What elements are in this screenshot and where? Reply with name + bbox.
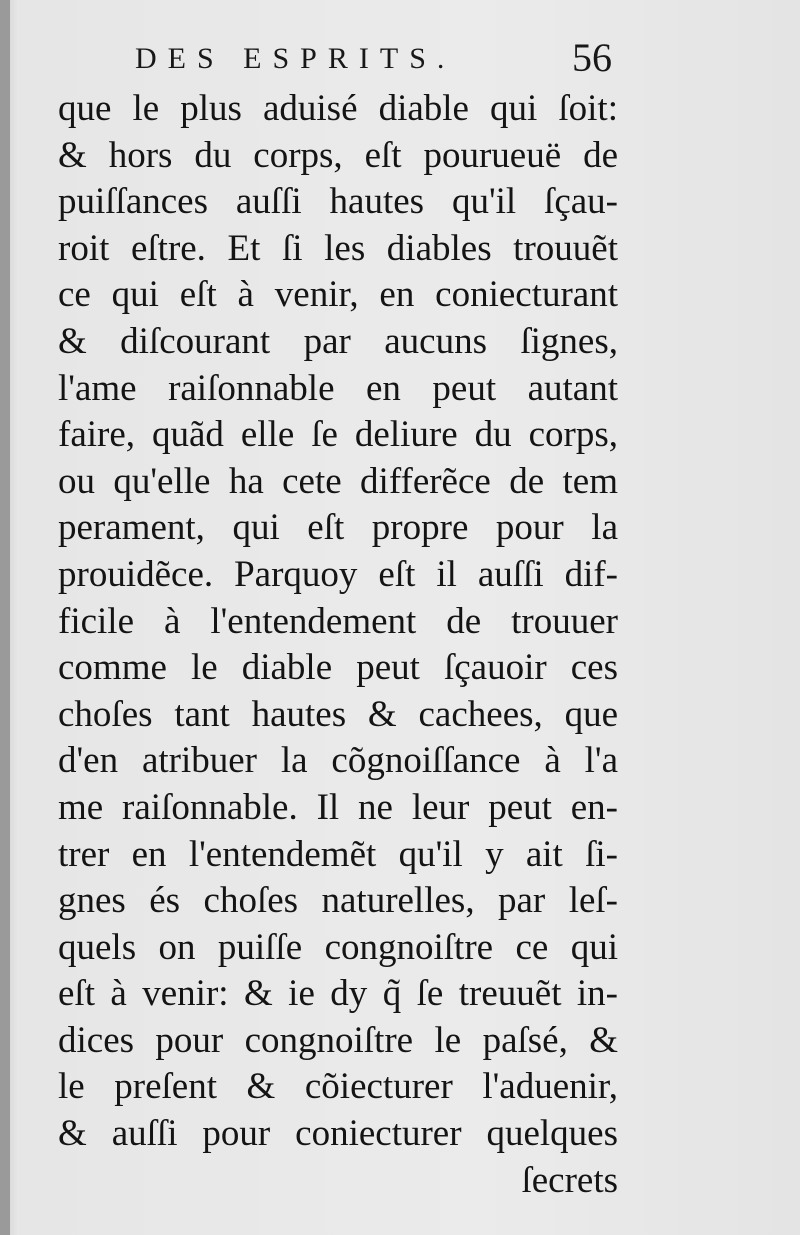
text-line: ou qu'elle ha cete differẽce de tem xyxy=(58,460,618,502)
text-line: puiſſances auſſi hautes qu'il ſçau- xyxy=(58,181,618,223)
text-line: faire, quãd elle ſe deliure du corps, xyxy=(58,414,618,456)
text-line: & diſcourant par aucuns ſignes, xyxy=(58,320,618,362)
running-head: DES ESPRITS. xyxy=(135,42,456,75)
text-line: trer en l'entendemẽt qu'il y ait ſi- xyxy=(58,833,618,875)
body-text xyxy=(58,86,618,1204)
catchword: ſecrets xyxy=(521,1159,618,1201)
text-line: gnes és choſes naturelles, par leſ- xyxy=(58,880,618,922)
page-header xyxy=(60,35,620,88)
text-line: dices pour congnoiſtre le paſsé, & xyxy=(58,1019,618,1061)
text-line: & auſſi pour coniecturer quelques xyxy=(58,1113,618,1155)
text-line: eſt à venir: & ie dy q̃ ſe treuuẽt in- xyxy=(58,973,618,1015)
text-line: l'ame raiſonnable en peut autant xyxy=(58,367,618,409)
text-line: perament, qui eſt propre pour la xyxy=(58,507,618,549)
text-line: prouidẽce. Parquoy eſt il auſſi dif- xyxy=(58,553,618,595)
text-line: ce qui eſt à venir, en coniecturant xyxy=(58,274,618,316)
text-line: que le plus aduisé diable qui ſoit: xyxy=(58,88,618,129)
text-line: roit eſtre. Et ſi les diables trouuẽt xyxy=(58,227,618,269)
text-line: le preſent & cõiecturer l'aduenir, xyxy=(58,1066,618,1108)
page-number: 56 xyxy=(572,35,612,80)
text-line: me raiſonnable. Il ne leur peut en- xyxy=(58,786,618,828)
text-line: quels on puiſſe congnoiſtre ce qui xyxy=(58,926,618,968)
text-line: ficile à l'entendement de trouuer xyxy=(58,600,618,642)
text-line: d'en atribuer la cõgnoiſſance à l'a xyxy=(58,740,618,782)
page-gutter-edge xyxy=(0,0,10,1235)
text-line: comme le diable peut ſçauoir ces xyxy=(58,647,618,689)
text-line: choſes tant hautes & cachees, que xyxy=(58,693,618,735)
text-line: & hors du corps, eſt pourueuë de xyxy=(58,134,618,176)
